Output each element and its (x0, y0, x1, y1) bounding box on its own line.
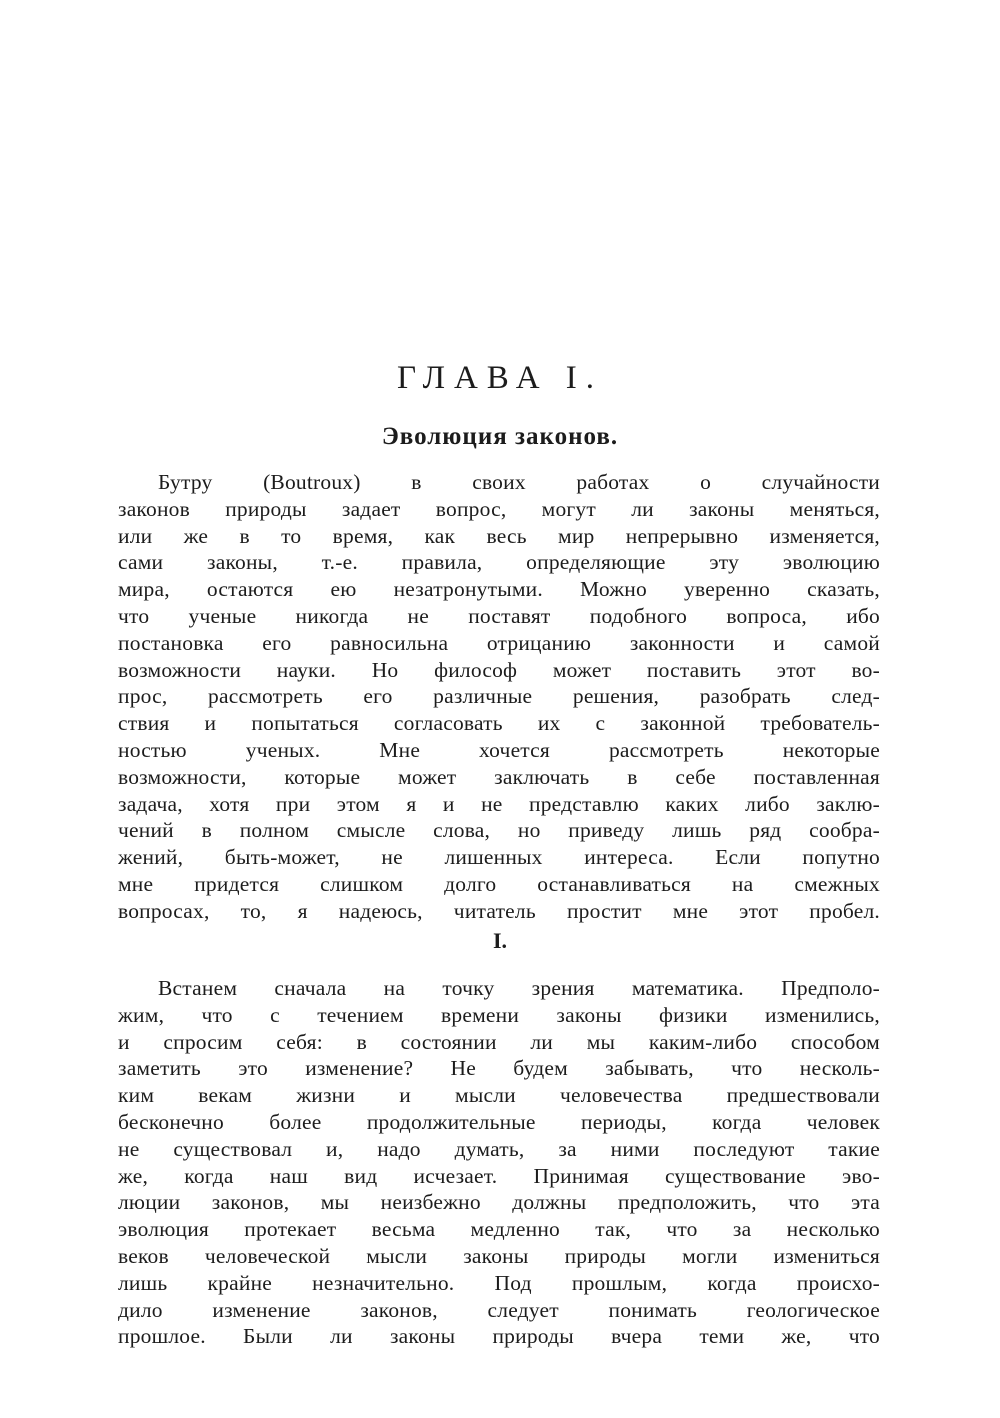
intro-paragraph (118, 469, 880, 925)
chapter-subtitle: Эволюция законов. (381, 423, 619, 450)
text-line: прошлое. Были ли законы природы вчера теми же, что (118, 1324, 880, 1349)
text-line: и спросим себя: в состоянии ли мы каким-либо способом (118, 1029, 880, 1054)
text-line: люции законов, мы неизбежно должны предположить, что эта (118, 1190, 880, 1215)
text-line: постановка его равносильна отрицанию законности и самой (118, 630, 880, 655)
text-line: мне придется слишком долго останавливаться на смежных (118, 871, 880, 896)
text-line: жений, быть-может, не лишенных интереса. Если попутно (118, 845, 880, 870)
text-line: заметить это изменение? Не будем забывать, что несколь- (118, 1056, 880, 1081)
text-line: Встанем сначала на точку зрения математика. Предполо- (158, 976, 880, 1000)
text-line: бесконечно более продолжительные периоды, когда человек (118, 1109, 880, 1134)
text-line: задача, хотя при этом я и не представлю каких либо заклю- (118, 791, 880, 816)
text-line: Бутру (Boutroux) в своих работах о случайности (158, 470, 880, 494)
text-line: не существовал и, надо думать, за ними последуют такие (118, 1136, 880, 1161)
text-line: веков человеческой мысли законы природы могли измениться (118, 1243, 880, 1268)
text-line: дило изменение законов, следует понимать геологическое (118, 1297, 880, 1322)
text-line: что ученые никогда не поставят подобного вопроса, ибо (118, 603, 880, 628)
text-line: же, когда наш вид исчезает. Принимая существование эво- (118, 1163, 880, 1188)
text-line: или же в то время, как весь мир непрерывно изменяется, (118, 523, 880, 548)
text-line: ким векам жизни и мысли человечества предшествовали (118, 1083, 880, 1108)
text-line: прос, рассмотреть его различные решения, разобрать след- (118, 684, 880, 709)
text-line: законов природы задает вопрос, могут ли законы меняться, (118, 496, 880, 521)
text-line: возможности, которые может заключать в себе поставленная (118, 764, 880, 789)
text-line: жим, что с течением времени законы физики изменились, (118, 1002, 880, 1027)
text-line: ностью ученых. Мне хочется рассмотреть некоторые (118, 737, 880, 762)
text-line: лишь крайне незначительно. Под прошлым, когда происхо- (118, 1270, 880, 1295)
text-line: вопросах, то, я надеюсь, читатель простит мне этот пробел. (118, 898, 880, 923)
text-line: эволюция протекает весьма медленно так, что за несколько (118, 1217, 880, 1242)
text-line: возможности науки. Но философ может поставить этот во- (118, 657, 880, 682)
text-line: сами законы, т.-е. правила, определяющие эту эволюцию (118, 550, 880, 575)
text-line: ствия и попытаться согласовать их с законной требователь- (118, 711, 880, 736)
text-line: чений в полном смысле слова, но приведу лишь ряд сообра- (118, 818, 880, 843)
section-number: I. (492, 928, 508, 953)
text-line: мира, остаются ею незатронутыми. Можно уверенно сказать, (118, 577, 880, 602)
chapter-title: ГЛАВА I. (396, 360, 604, 396)
section-paragraph (118, 975, 880, 1350)
